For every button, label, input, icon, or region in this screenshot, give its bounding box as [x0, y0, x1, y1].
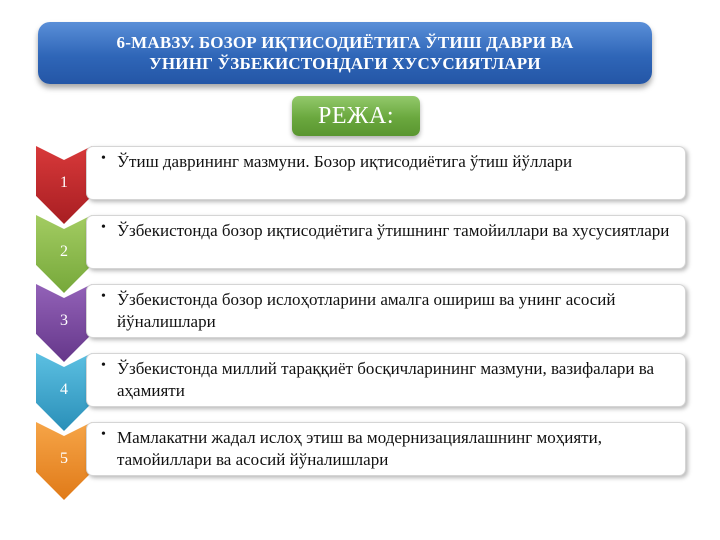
item-number-4: 4 [60, 381, 68, 398]
title-line-1: 6-МАВЗУ. БОЗОР ИҚТИСОДИЁТИГА ЎТИШ ДАВРИ ВА [116, 33, 574, 52]
item-text-box-4 [86, 353, 686, 407]
plan-badge: РЕЖА: [292, 96, 420, 136]
item-number-1: 1 [60, 174, 68, 191]
bullet-icon: • [101, 151, 106, 166]
item-text-1: Ўтиш даврининг мазмуни. Бозор иқтисодиётига ўтиш йўллари [117, 152, 573, 171]
item-text-5: Мамлакатни жадал ислоҳ этиш ва модернизациялашнинг моҳияти, тамойиллари ва асосий йўналишлари [117, 428, 602, 469]
item-text-2: Ўзбекистонда бозор иқтисодиётига ўтишнинг тамойиллари ва хусусиятлари [117, 221, 670, 240]
bullet-icon: • [101, 289, 106, 304]
item-text-box-5 [86, 422, 686, 476]
plan-item-2 [30, 215, 690, 269]
bullet-icon: • [101, 358, 106, 373]
title-line-2: УНИНГ ЎЗБЕКИСТОНДАГИ ХУСУСИЯТЛАРИ [149, 54, 541, 73]
bullet-icon: • [101, 220, 106, 235]
plan-item-5 [30, 422, 690, 476]
item-text-box-1 [86, 146, 686, 200]
item-text-box-2 [86, 215, 686, 269]
title-banner [38, 22, 652, 84]
plan-item-1 [30, 146, 690, 200]
item-number-3: 3 [60, 312, 68, 329]
item-text-4: Ўзбекистонда миллий тараққиёт босқичларининг мазмуни, вазифалари ва аҳамияти [117, 359, 655, 400]
bullet-icon: • [101, 427, 106, 442]
item-number-5: 5 [60, 450, 68, 467]
plan-item-3 [30, 284, 690, 338]
plan-item-4 [30, 353, 690, 407]
item-text-3: Ўзбекистонда бозор ислоҳотларини амалга ошириш ва унинг асосий йўналишлари [117, 290, 616, 331]
item-number-2: 2 [60, 243, 68, 260]
item-text-box-3 [86, 284, 686, 338]
